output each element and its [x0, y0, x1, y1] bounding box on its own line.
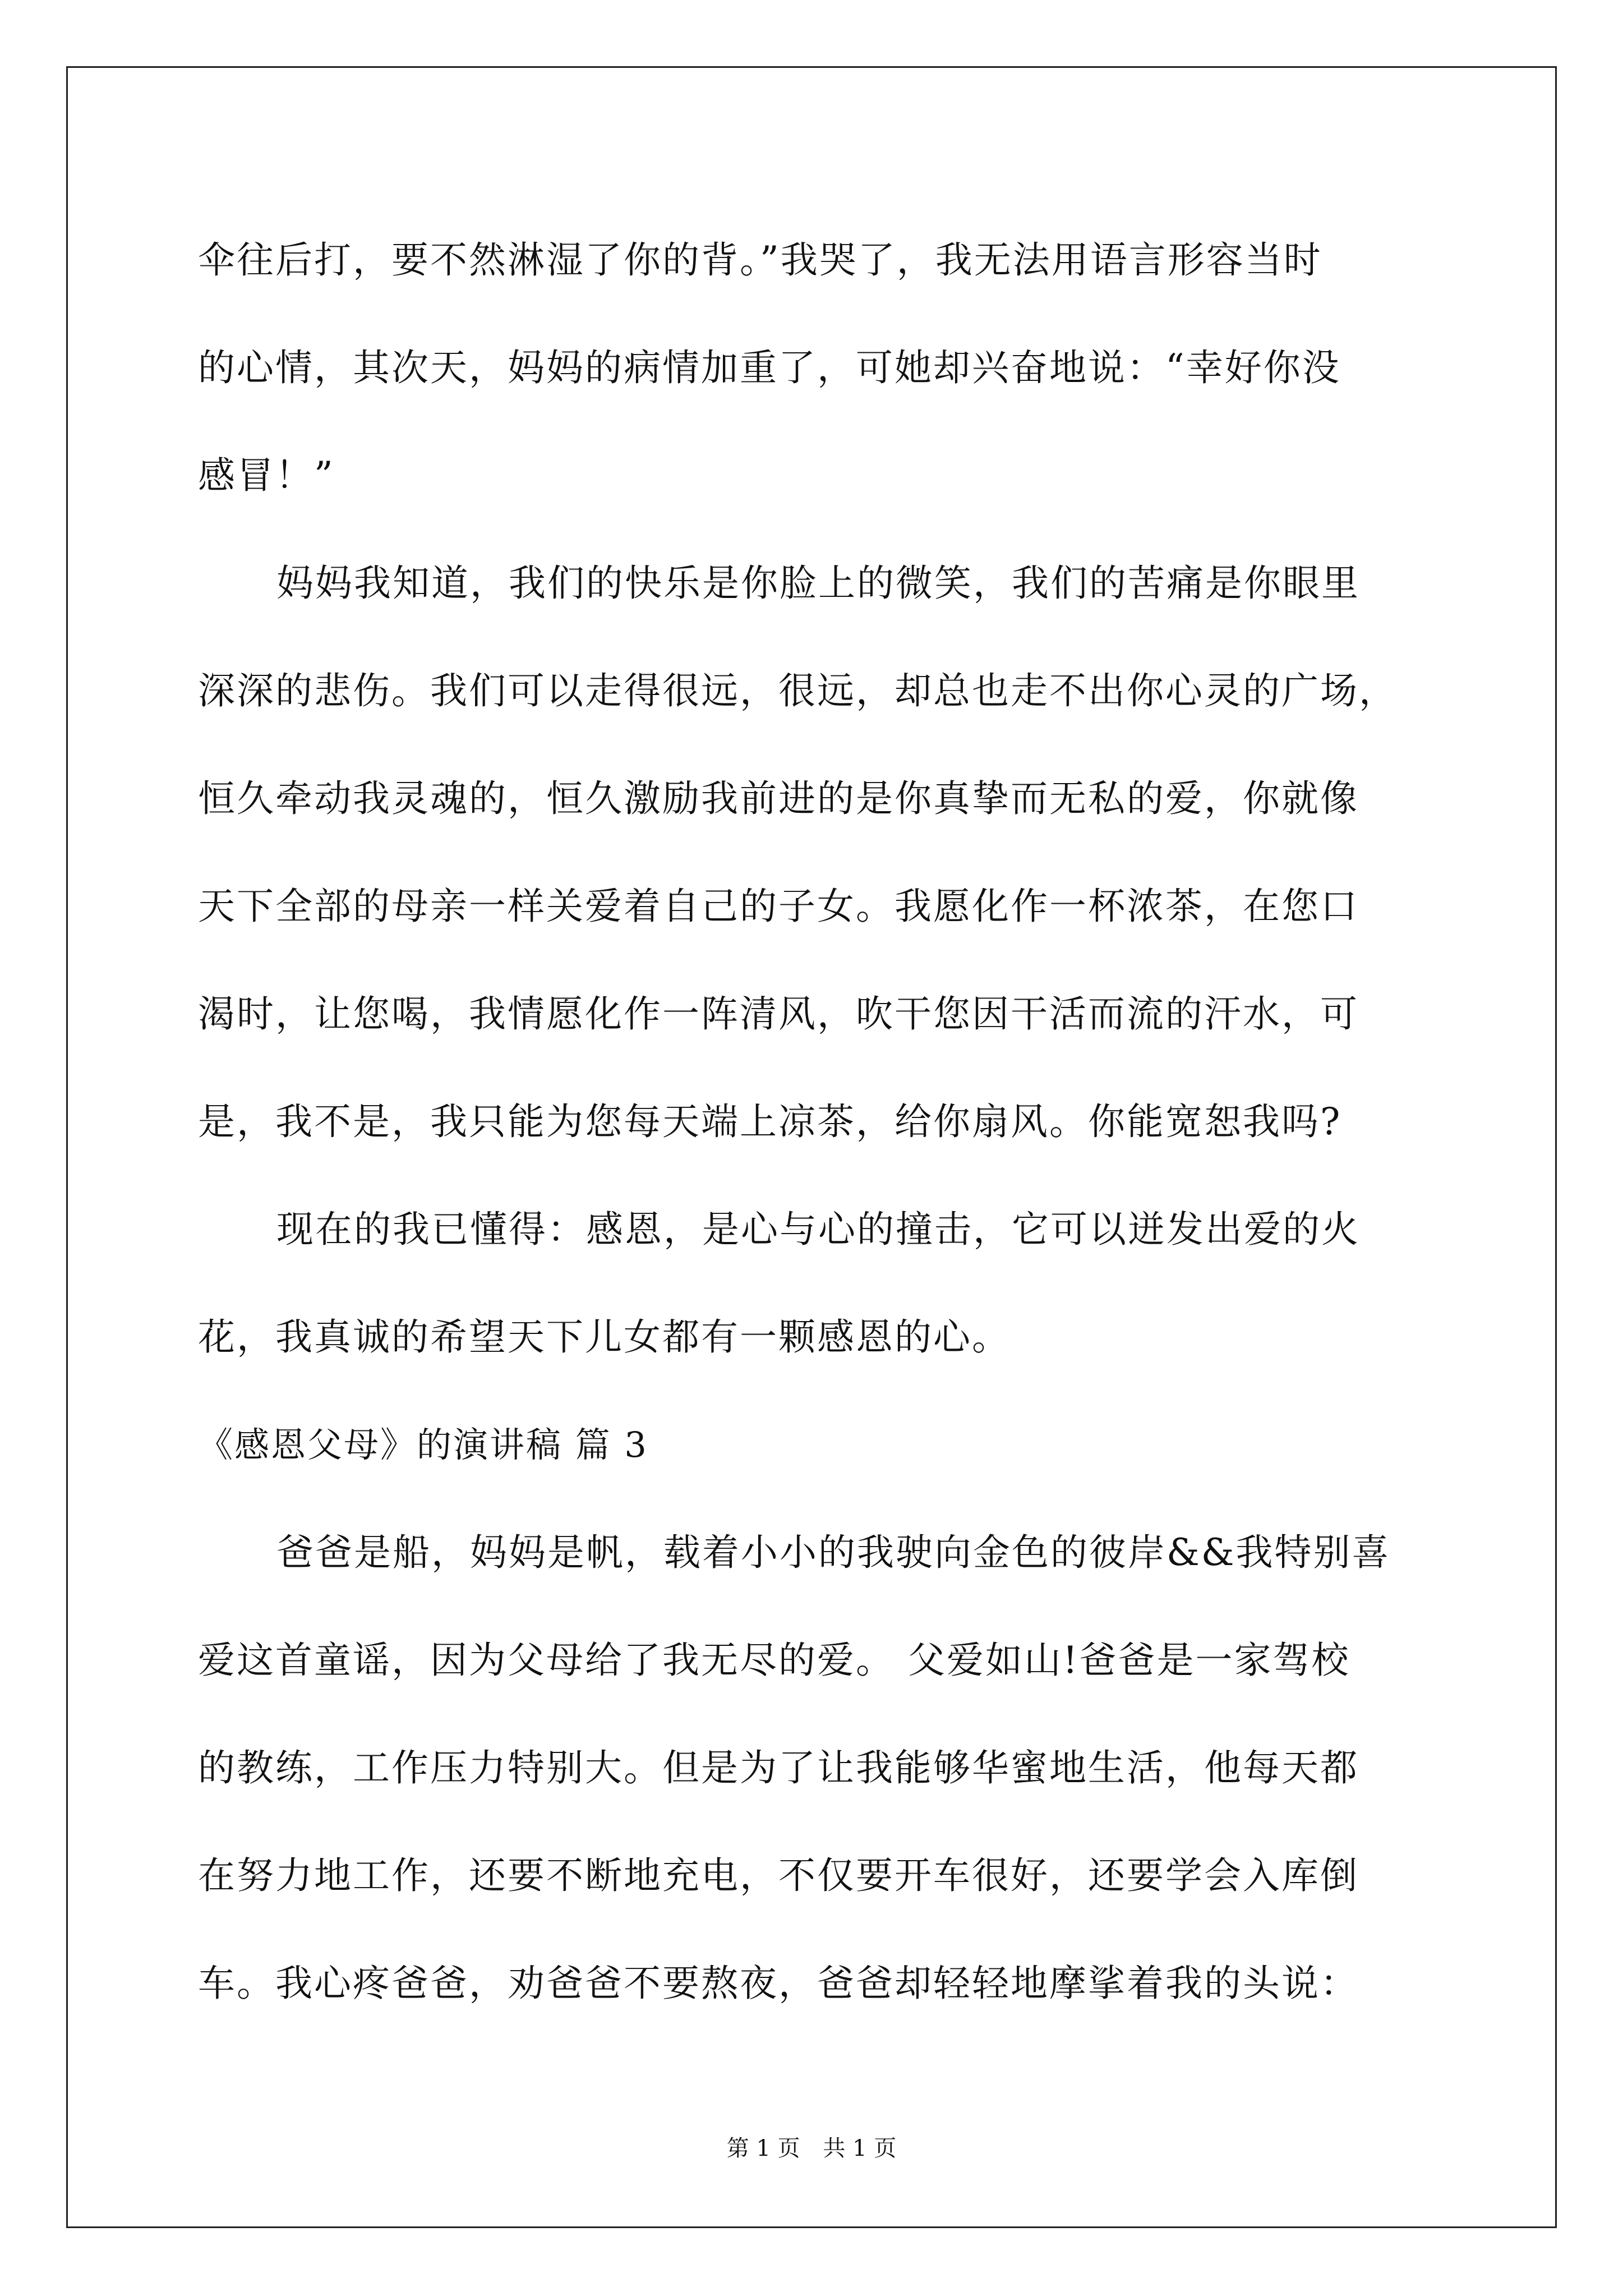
text-line: 的心情，其次天，妈妈的病情加重了，可她却兴奋地说：“幸好你没 — [198, 346, 1341, 389]
text-line: 在努力地工作，还要不断地充电，不仅要开车很好，还要学会入库倒 — [198, 1854, 1359, 1897]
text-line: 车。我心疼爸爸，劝爸爸不要熬夜，爸爸却轻轻地摩挲着我的头说： — [198, 1962, 1359, 2005]
text-line: 天下全部的母亲一样关爱着自己的子女。我愿化作一杯浓茶，在您口 — [198, 885, 1359, 928]
paragraph-start-line: 妈妈我知道，我们的快乐是你脸上的微笑，我们的苦痛是你眼里 — [276, 562, 1360, 605]
section-heading: 《感恩父母》的演讲稿 篇 3 — [198, 1424, 648, 1465]
page-footer — [0, 2132, 1623, 2165]
text-line: 是，我不是，我只能为您每天端上凉茶，给你扇风。你能宽恕我吗? — [198, 1100, 1342, 1143]
text-line: 花，我真诚的希望天下儿女都有一颗感恩的心。 — [198, 1315, 1011, 1359]
page-total: 共 1 页 — [823, 2136, 897, 2161]
text-line: 深深的悲伤。我们可以走得很远，很远，却总也走不出你心灵的广场， — [198, 669, 1398, 712]
paragraph-start-line: 爸爸是船，妈妈是帆，载着小小的我驶向金色的彼岸&&我特别喜 — [276, 1531, 1391, 1574]
text-line: 恒久牵动我灵魂的，恒久激励我前进的是你真挚而无私的爱，你就像 — [198, 777, 1359, 820]
text-line: 爱这首童谣，因为父母给了我无尽的爱。 父爱如山!爸爸是一家驾校 — [198, 1639, 1350, 1682]
paragraph-start-line: 现在的我已懂得：感恩，是心与心的撞击，它可以迸发出爱的火 — [276, 1208, 1360, 1251]
text-line: 渴时，让您喝，我情愿化作一阵清风，吹干您因干活而流的汗水，可 — [198, 992, 1359, 1036]
text-line: 伞往后打，要不然淋湿了你的背。”我哭了，我无法用语言形容当时 — [198, 238, 1322, 282]
text-line: 感冒！” — [198, 454, 335, 497]
page-number: 第 1 页 — [726, 2136, 800, 2161]
document-body — [198, 206, 1432, 2037]
text-line: 的教练，工作压力特别大。但是为了让我能够华蜜地生活，他每天都 — [198, 1746, 1359, 1789]
